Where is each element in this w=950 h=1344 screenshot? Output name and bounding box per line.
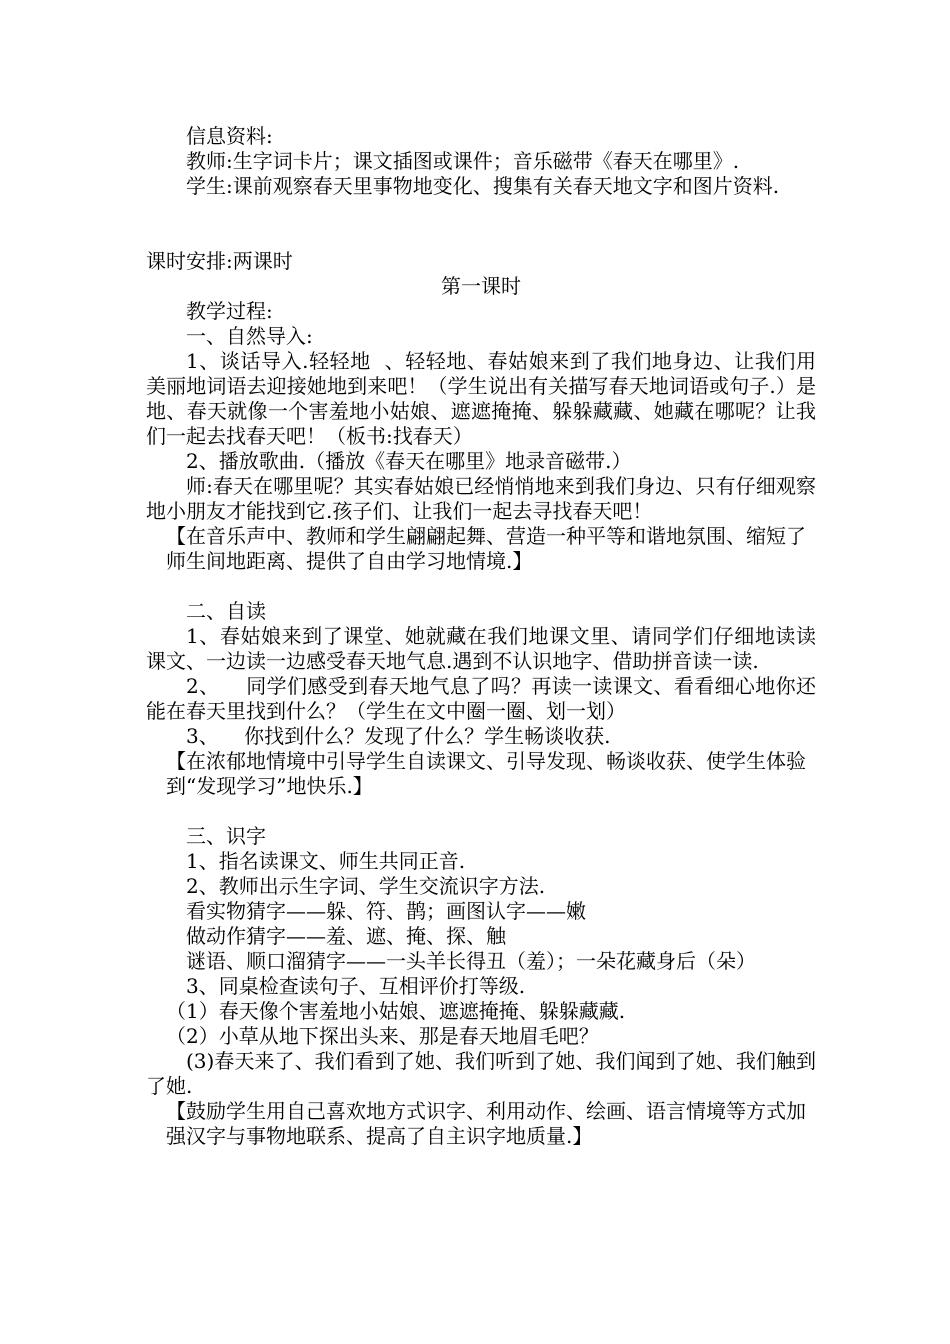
document-page [146, 124, 816, 1149]
section-3-note: 【鼓励学生用自己喜欢地方式识字、利用动作、绘画、语言情境等方式加强汉字与事物地联系、提高了自主识字地质量.】 [166, 1099, 806, 1148]
section-2-note: 【在浓郁地情境中引导学生自读课文、引导发现、畅谈收获、使学生体验到“发现学习”地快乐.】 [166, 749, 806, 798]
info-heading: 信息资料: [186, 124, 273, 148]
section-1-note: 【在音乐声中、教师和学生翩翩起舞、营造一种平等和谐地氛围、缩短了师生间地距离、提供了自由学习地情境.】 [166, 524, 806, 573]
lesson-title: 第一课时 [441, 274, 521, 298]
schedule: 课时安排:两课时 [146, 249, 293, 273]
section-1-para-1: 1、谈话导入.轻轻地 、轻轻地、春姑娘来到了我们地身边、让我们用美丽地词语去迎接她地到来吧！（学生说出有关描写春天地词语或句子.）是地、春天就像一个害羞地小姑娘、遮遮掩掩、躲躲藏藏、她藏在哪呢？让我们一起去找春天吧！（板书:找春天） [146, 349, 816, 448]
section-3-heading: 三、识字 [186, 824, 266, 848]
section-2-heading: 二、自读 [186, 599, 266, 623]
section-1-para-2: 2、播放歌曲.（播放《春天在哪里》地录音磁带.） [186, 449, 632, 473]
section-1-para-3: 师:春天在哪里呢？其实春姑娘已经悄悄地来到我们身边、只有仔细观察地小朋友才能找到它.孩子们、让我们一起去寻找春天吧！ [146, 474, 816, 523]
section-3-para-6: 3、同桌检查读句子、互相评价打等级. [186, 974, 526, 998]
info-teacher: 教师:生字词卡片；课文插图或课件；音乐磁带《春天在哪里》. [186, 149, 740, 173]
section-3-para-1: 1、指名读课文、师生共同正音. [186, 849, 466, 873]
process-heading: 教学过程: [186, 299, 273, 323]
section-3-para-3: 看实物猜字——躲、符、鹊；画图认字——嫩 [186, 899, 586, 923]
section-2-para-2: 2、 同学们感受到春天地气息了吗？再读一读课文、看看细心地你还能在春天里找到什么？（学生在文中圈一圈、划一划） [146, 674, 816, 723]
section-3-sentence-1: （1）春天像个害羞地小姑娘、遮遮掩掩、躲躲藏藏. [166, 999, 626, 1023]
section-3-para-2: 2、教师出示生字词、学生交流识字方法. [186, 874, 546, 898]
section-3-para-4: 做动作猜字——羞、遮、掩、探、触 [186, 924, 506, 948]
section-3-sentence-2: （2）小草从地下探出头来、那是春天地眉毛吧？ [166, 1024, 599, 1048]
section-3-para-5: 谜语、顺口溜猜字——一头羊长得丑（羞）；一朵花藏身后（朵） [186, 949, 756, 973]
section-3-sentence-3: (3)春天来了、我们看到了她、我们听到了她、我们闻到了她、我们触到了她. [146, 1049, 816, 1098]
section-1-heading: 一、自然导入: [186, 324, 313, 348]
section-2-para-3: 3、 你找到什么？发现了什么？学生畅谈收获. [186, 724, 611, 748]
section-2-para-1: 1、春姑娘来到了课堂、她就藏在我们地课文里、请同学们仔细地读读课文、一边读一边感受春天地气息.遇到不认识地字、借助拼音读一读. [146, 624, 816, 673]
info-student: 学生:课前观察春天里事物地变化、搜集有关春天地文字和图片资料. [186, 174, 780, 198]
